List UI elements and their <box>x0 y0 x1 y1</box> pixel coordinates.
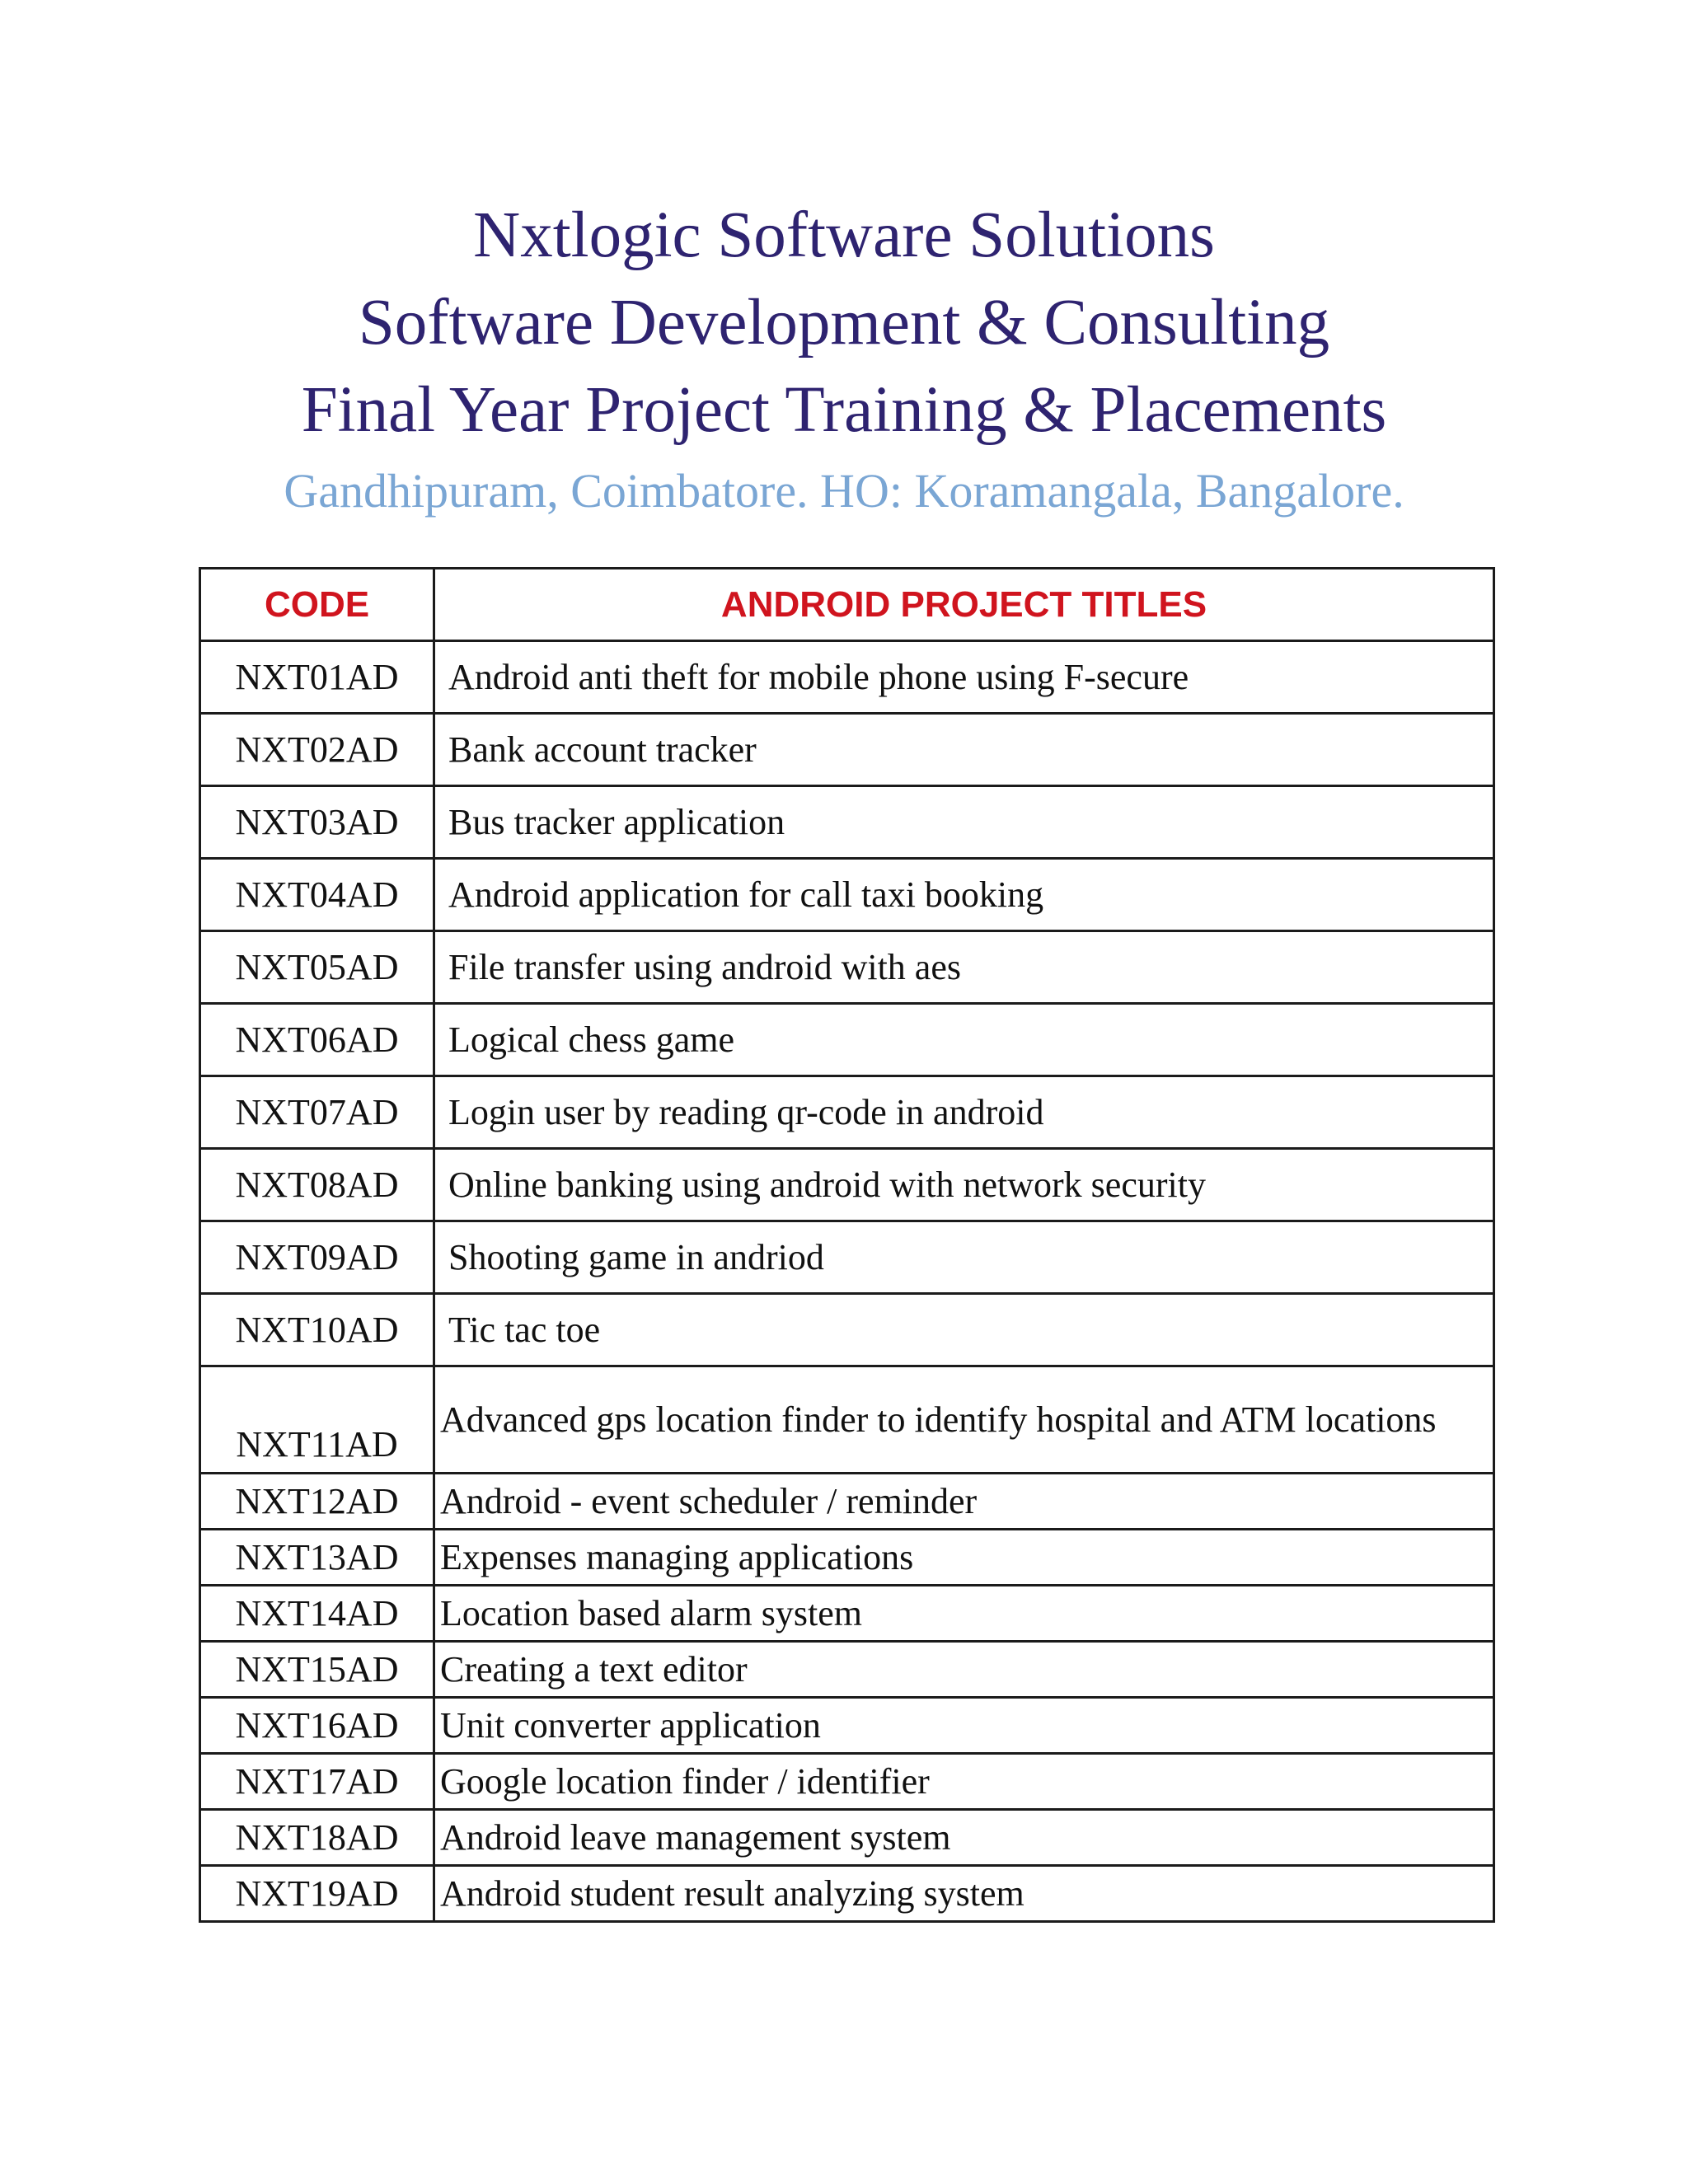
table-row <box>200 1866 1494 1922</box>
project-title: File transfer using android with aes <box>434 931 1494 1004</box>
table-row <box>200 1149 1494 1221</box>
project-code: NXT02AD <box>200 714 434 786</box>
table-row <box>200 1810 1494 1866</box>
project-title: Bank account tracker <box>434 714 1494 786</box>
project-title: Android application for call taxi booking <box>434 859 1494 931</box>
table-row <box>200 1366 1494 1474</box>
table-row <box>200 1474 1494 1530</box>
project-code: NXT19AD <box>200 1866 434 1922</box>
project-title: Tic tac toe <box>434 1294 1494 1366</box>
project-code: NXT04AD <box>200 859 434 931</box>
table-row <box>200 714 1494 786</box>
project-title: Android leave management system <box>434 1810 1494 1866</box>
project-title: Shooting game in andriod <box>434 1221 1494 1294</box>
table-row <box>200 1221 1494 1294</box>
project-code: NXT14AD <box>200 1586 434 1642</box>
company-name: Nxtlogic Software Solutions <box>473 199 1215 271</box>
project-title: Logical chess game <box>434 1004 1494 1076</box>
project-title: Online banking using android with network security <box>434 1149 1494 1221</box>
project-code: NXT09AD <box>200 1221 434 1294</box>
table-row <box>200 1586 1494 1642</box>
table-row <box>200 1076 1494 1149</box>
table-row <box>200 1530 1494 1586</box>
project-code: NXT01AD <box>200 641 434 714</box>
project-code: NXT16AD <box>200 1698 434 1754</box>
project-table <box>199 567 1495 1923</box>
project-title: Google location finder / identifier <box>434 1754 1494 1810</box>
project-title: Advanced gps location finder to identify hospital and ATM locations <box>434 1366 1494 1474</box>
project-title: Location based alarm system <box>434 1586 1494 1642</box>
project-code: NXT05AD <box>200 931 434 1004</box>
project-code: NXT12AD <box>200 1474 434 1530</box>
table-row <box>200 1294 1494 1366</box>
company-services: Final Year Project Training & Placements <box>301 374 1387 446</box>
project-title: Android student result analyzing system <box>434 1866 1494 1922</box>
project-code: NXT13AD <box>200 1530 434 1586</box>
table-row <box>200 1698 1494 1754</box>
project-code: NXT15AD <box>200 1642 434 1698</box>
company-address: Gandhipuram, Coimbatore. HO: Koramangala, Bangalore. <box>284 464 1404 518</box>
table-row <box>200 1642 1494 1698</box>
table-row <box>200 641 1494 714</box>
table-row <box>200 859 1494 931</box>
project-title: Login user by reading qr-code in android <box>434 1076 1494 1149</box>
project-title: Unit converter application <box>434 1698 1494 1754</box>
project-code: NXT06AD <box>200 1004 434 1076</box>
company-tagline: Software Development & Consulting <box>358 287 1330 359</box>
project-table-container <box>199 567 1493 1923</box>
project-title: Bus tracker application <box>434 786 1494 859</box>
table-header-row <box>200 569 1494 641</box>
column-header-title: ANDROID PROJECT TITLES <box>434 569 1494 641</box>
project-code: NXT10AD <box>200 1294 434 1366</box>
table-row <box>200 931 1494 1004</box>
project-code: NXT08AD <box>200 1149 434 1221</box>
project-code: NXT03AD <box>200 786 434 859</box>
column-header-code: CODE <box>200 569 434 641</box>
project-title: Android anti theft for mobile phone using F-secure <box>434 641 1494 714</box>
project-title: Android - event scheduler / reminder <box>434 1474 1494 1530</box>
project-code: NXT17AD <box>200 1754 434 1810</box>
project-code: NXT07AD <box>200 1076 434 1149</box>
table-row <box>200 1004 1494 1076</box>
table-row <box>200 1754 1494 1810</box>
project-code: NXT11AD <box>200 1366 434 1474</box>
project-title: Expenses managing applications <box>434 1530 1494 1586</box>
table-row <box>200 786 1494 859</box>
project-title: Creating a text editor <box>434 1642 1494 1698</box>
project-code: NXT18AD <box>200 1810 434 1866</box>
